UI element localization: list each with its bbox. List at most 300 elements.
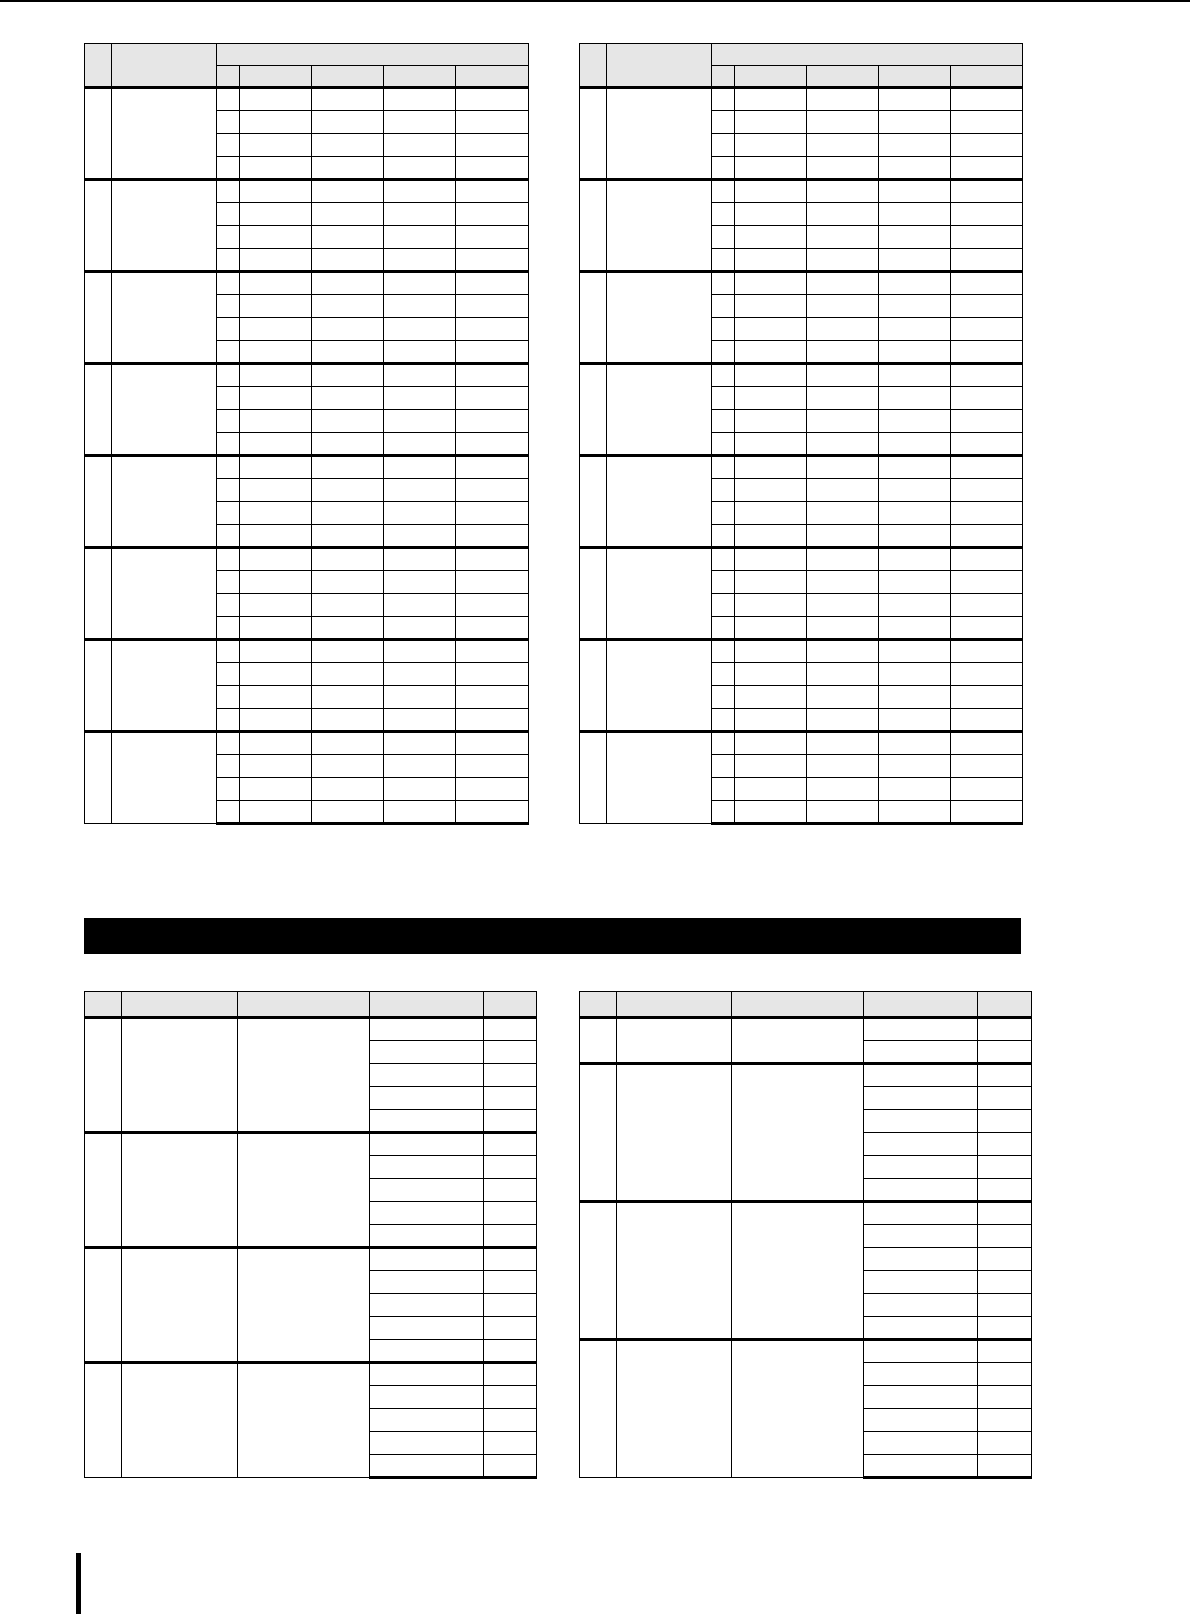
value-cell	[978, 1409, 1032, 1432]
value-cell	[978, 1455, 1032, 1478]
value-cell	[864, 1018, 978, 1041]
value-cell	[217, 571, 240, 594]
group-index-cell	[580, 88, 607, 180]
subheader-cell	[879, 66, 951, 88]
table-row	[85, 88, 529, 111]
header-cell	[122, 992, 238, 1018]
value-cell	[456, 571, 529, 594]
value-cell	[712, 341, 735, 364]
subheader-cell	[712, 66, 735, 88]
value-cell	[807, 755, 879, 778]
value-cell	[312, 318, 384, 341]
value-cell	[312, 203, 384, 226]
value-cell	[217, 364, 240, 387]
value-cell	[951, 801, 1023, 824]
value-cell	[879, 157, 951, 180]
value-cell	[879, 709, 951, 732]
value-cell	[879, 203, 951, 226]
value-cell	[807, 502, 879, 525]
value-cell	[384, 663, 456, 686]
value-cell	[807, 732, 879, 755]
value-cell	[864, 1248, 978, 1271]
value-cell	[951, 594, 1023, 617]
value-cell	[807, 295, 879, 318]
value-cell	[879, 410, 951, 433]
value-cell	[735, 663, 807, 686]
value-cell	[217, 456, 240, 479]
value-cell	[384, 180, 456, 203]
value-cell	[217, 525, 240, 548]
value-cell	[978, 1271, 1032, 1294]
value-cell	[951, 226, 1023, 249]
value-cell	[864, 1041, 978, 1064]
group-index-cell	[580, 548, 607, 640]
bottom-right-table-wrap	[579, 991, 1032, 1479]
value-cell	[217, 134, 240, 157]
group-index-cell	[580, 1202, 617, 1340]
header-cell	[580, 44, 607, 88]
value-cell	[312, 456, 384, 479]
value-cell	[312, 88, 384, 111]
value-cell	[978, 1064, 1032, 1087]
value-cell	[217, 594, 240, 617]
value-cell	[951, 111, 1023, 134]
value-cell	[978, 1225, 1032, 1248]
value-cell	[735, 801, 807, 824]
value-cell	[240, 571, 312, 594]
value-cell	[240, 456, 312, 479]
value-cell	[484, 1133, 537, 1156]
value-cell	[807, 479, 879, 502]
value-cell	[735, 226, 807, 249]
value-cell	[712, 364, 735, 387]
value-cell	[456, 88, 529, 111]
value-cell	[864, 1455, 978, 1478]
bottom-left-table-wrap	[84, 991, 537, 1479]
group-name-cell	[607, 272, 712, 364]
value-cell	[370, 1041, 484, 1064]
value-cell	[735, 502, 807, 525]
value-cell	[712, 525, 735, 548]
value-cell	[807, 249, 879, 272]
value-cell	[879, 341, 951, 364]
value-cell	[864, 1409, 978, 1432]
value-cell	[384, 364, 456, 387]
value-cell	[735, 755, 807, 778]
value-cell	[864, 1386, 978, 1409]
value-cell	[456, 778, 529, 801]
group-name-cell	[112, 272, 217, 364]
value-cell	[807, 548, 879, 571]
value-cell	[978, 1133, 1032, 1156]
value-cell	[712, 433, 735, 456]
value-cell	[951, 180, 1023, 203]
value-cell	[864, 1064, 978, 1087]
value-cell	[370, 1133, 484, 1156]
value-cell	[864, 1271, 978, 1294]
group-desc-cell	[238, 1248, 370, 1363]
value-cell	[735, 410, 807, 433]
group-index-cell	[85, 1018, 122, 1133]
table-row	[85, 732, 529, 755]
group-desc-cell	[238, 1133, 370, 1248]
value-cell	[951, 479, 1023, 502]
value-cell	[240, 548, 312, 571]
value-cell	[807, 801, 879, 824]
value-cell	[864, 1156, 978, 1179]
value-cell	[240, 778, 312, 801]
value-cell	[951, 134, 1023, 157]
group-name-cell	[617, 1064, 732, 1202]
value-cell	[712, 226, 735, 249]
value-cell	[864, 1317, 978, 1340]
value-cell	[879, 571, 951, 594]
value-cell	[484, 1455, 537, 1478]
group-index-cell	[580, 640, 607, 732]
value-cell	[735, 157, 807, 180]
value-cell	[240, 410, 312, 433]
value-cell	[879, 479, 951, 502]
value-cell	[456, 663, 529, 686]
value-cell	[807, 180, 879, 203]
value-cell	[456, 341, 529, 364]
value-cell	[712, 617, 735, 640]
group-name-cell	[122, 1363, 238, 1478]
value-cell	[312, 410, 384, 433]
value-cell	[240, 801, 312, 824]
value-cell	[456, 686, 529, 709]
table-row	[580, 1340, 1032, 1363]
group-name-cell	[122, 1248, 238, 1363]
value-cell	[864, 1133, 978, 1156]
value-cell	[807, 111, 879, 134]
group-name-cell	[112, 456, 217, 548]
value-cell	[978, 1363, 1032, 1386]
group-desc-cell	[238, 1363, 370, 1478]
value-cell	[735, 387, 807, 410]
header-cell	[85, 44, 112, 88]
value-cell	[240, 134, 312, 157]
group-desc-cell	[732, 1018, 864, 1064]
value-cell	[240, 502, 312, 525]
value-cell	[484, 1294, 537, 1317]
value-cell	[384, 755, 456, 778]
value-cell	[384, 594, 456, 617]
group-desc-cell	[732, 1340, 864, 1478]
section-heading-bar	[84, 918, 1021, 954]
value-cell	[951, 686, 1023, 709]
group-index-cell	[85, 1363, 122, 1478]
value-cell	[240, 479, 312, 502]
header-cell	[580, 992, 617, 1018]
group-index-cell	[580, 180, 607, 272]
value-cell	[370, 1455, 484, 1478]
value-cell	[712, 778, 735, 801]
value-cell	[712, 249, 735, 272]
value-cell	[712, 686, 735, 709]
value-cell	[879, 617, 951, 640]
subheader-cell	[240, 66, 312, 88]
value-cell	[735, 203, 807, 226]
group-index-cell	[580, 1340, 617, 1478]
value-cell	[312, 502, 384, 525]
value-cell	[384, 249, 456, 272]
value-cell	[217, 686, 240, 709]
value-cell	[879, 525, 951, 548]
value-cell	[456, 433, 529, 456]
value-cell	[456, 180, 529, 203]
value-cell	[240, 295, 312, 318]
header-cell	[112, 44, 217, 88]
value-cell	[312, 709, 384, 732]
subheader-cell	[312, 66, 384, 88]
value-cell	[312, 548, 384, 571]
value-cell	[879, 778, 951, 801]
value-cell	[312, 663, 384, 686]
value-cell	[484, 1018, 537, 1041]
group-name-cell	[122, 1018, 238, 1133]
value-cell	[807, 709, 879, 732]
value-cell	[735, 318, 807, 341]
value-cell	[864, 1363, 978, 1386]
header-group-cell	[217, 44, 529, 66]
value-cell	[484, 1432, 537, 1455]
value-cell	[484, 1386, 537, 1409]
group-index-cell	[85, 88, 112, 180]
value-cell	[456, 456, 529, 479]
value-cell	[456, 272, 529, 295]
value-cell	[712, 203, 735, 226]
value-cell	[456, 640, 529, 663]
group-name-cell	[617, 1202, 732, 1340]
value-cell	[951, 249, 1023, 272]
group-index-cell	[85, 364, 112, 456]
value-cell	[879, 732, 951, 755]
value-cell	[217, 778, 240, 801]
value-cell	[879, 111, 951, 134]
value-cell	[735, 111, 807, 134]
value-cell	[879, 134, 951, 157]
value-cell	[484, 1110, 537, 1133]
value-cell	[951, 387, 1023, 410]
value-cell	[484, 1271, 537, 1294]
value-cell	[217, 479, 240, 502]
value-cell	[879, 364, 951, 387]
value-cell	[240, 272, 312, 295]
value-cell	[735, 571, 807, 594]
value-cell	[807, 387, 879, 410]
value-cell	[312, 111, 384, 134]
header-cell	[370, 992, 484, 1018]
table-row	[580, 456, 1023, 479]
group-name-cell	[607, 88, 712, 180]
value-cell	[712, 111, 735, 134]
value-cell	[384, 410, 456, 433]
value-cell	[384, 456, 456, 479]
value-cell	[735, 525, 807, 548]
group-name-cell	[607, 456, 712, 548]
value-cell	[864, 1179, 978, 1202]
value-cell	[240, 226, 312, 249]
group-index-cell	[580, 364, 607, 456]
value-cell	[951, 318, 1023, 341]
value-cell	[384, 157, 456, 180]
value-cell	[712, 548, 735, 571]
value-cell	[456, 203, 529, 226]
value-cell	[864, 1110, 978, 1133]
value-cell	[240, 249, 312, 272]
value-cell	[807, 617, 879, 640]
table-row	[85, 1018, 537, 1041]
value-cell	[312, 341, 384, 364]
subheader-cell	[456, 66, 529, 88]
table-row	[580, 88, 1023, 111]
value-cell	[240, 203, 312, 226]
value-cell	[384, 686, 456, 709]
value-cell	[484, 1179, 537, 1202]
value-cell	[951, 157, 1023, 180]
header-group-cell	[712, 44, 1023, 66]
value-cell	[807, 364, 879, 387]
subheader-cell	[217, 66, 240, 88]
top-left-table	[84, 43, 529, 825]
value-cell	[735, 479, 807, 502]
value-cell	[879, 387, 951, 410]
header-cell	[864, 992, 978, 1018]
value-cell	[712, 318, 735, 341]
value-cell	[217, 157, 240, 180]
value-cell	[384, 226, 456, 249]
group-name-cell	[112, 732, 217, 824]
value-cell	[807, 571, 879, 594]
table-row	[580, 1064, 1032, 1087]
value-cell	[240, 433, 312, 456]
value-cell	[384, 640, 456, 663]
group-index-cell	[85, 732, 112, 824]
value-cell	[370, 1202, 484, 1225]
value-cell	[735, 341, 807, 364]
value-cell	[312, 801, 384, 824]
value-cell	[456, 410, 529, 433]
group-name-cell	[112, 180, 217, 272]
value-cell	[456, 157, 529, 180]
value-cell	[879, 640, 951, 663]
value-cell	[240, 364, 312, 387]
table-row	[85, 1363, 537, 1386]
value-cell	[217, 755, 240, 778]
value-cell	[312, 755, 384, 778]
value-cell	[879, 755, 951, 778]
group-name-cell	[112, 548, 217, 640]
value-cell	[712, 479, 735, 502]
group-index-cell	[85, 180, 112, 272]
value-cell	[879, 295, 951, 318]
value-cell	[951, 755, 1023, 778]
value-cell	[712, 594, 735, 617]
value-cell	[735, 364, 807, 387]
value-cell	[807, 134, 879, 157]
table-row	[580, 1018, 1032, 1041]
value-cell	[864, 1225, 978, 1248]
value-cell	[978, 1110, 1032, 1133]
value-cell	[879, 249, 951, 272]
value-cell	[951, 456, 1023, 479]
bottom-left-table	[84, 991, 537, 1479]
value-cell	[312, 433, 384, 456]
group-index-cell	[580, 272, 607, 364]
group-index-cell	[85, 1248, 122, 1363]
value-cell	[217, 617, 240, 640]
value-cell	[807, 410, 879, 433]
value-cell	[370, 1340, 484, 1363]
value-cell	[978, 1432, 1032, 1455]
group-name-cell	[617, 1340, 732, 1478]
value-cell	[712, 134, 735, 157]
value-cell	[807, 778, 879, 801]
value-cell	[864, 1432, 978, 1455]
value-cell	[456, 318, 529, 341]
value-cell	[735, 249, 807, 272]
subheader-cell	[384, 66, 456, 88]
value-cell	[217, 180, 240, 203]
value-cell	[384, 318, 456, 341]
value-cell	[240, 111, 312, 134]
value-cell	[217, 295, 240, 318]
value-cell	[370, 1386, 484, 1409]
value-cell	[735, 433, 807, 456]
value-cell	[879, 594, 951, 617]
value-cell	[951, 525, 1023, 548]
group-name-cell	[607, 732, 712, 824]
value-cell	[240, 88, 312, 111]
value-cell	[735, 640, 807, 663]
value-cell	[240, 640, 312, 663]
value-cell	[384, 548, 456, 571]
value-cell	[951, 571, 1023, 594]
value-cell	[384, 203, 456, 226]
value-cell	[312, 525, 384, 548]
table-row	[580, 732, 1023, 755]
value-cell	[370, 1064, 484, 1087]
value-cell	[456, 134, 529, 157]
value-cell	[951, 709, 1023, 732]
value-cell	[807, 203, 879, 226]
value-cell	[712, 410, 735, 433]
table-row	[85, 456, 529, 479]
value-cell	[978, 1386, 1032, 1409]
header-cell	[607, 44, 712, 88]
value-cell	[384, 88, 456, 111]
value-cell	[240, 387, 312, 410]
value-cell	[879, 801, 951, 824]
group-index-cell	[85, 548, 112, 640]
value-cell	[384, 778, 456, 801]
value-cell	[978, 1018, 1032, 1041]
value-cell	[456, 755, 529, 778]
value-cell	[978, 1248, 1032, 1271]
value-cell	[217, 88, 240, 111]
value-cell	[864, 1340, 978, 1363]
group-index-cell	[580, 732, 607, 824]
value-cell	[384, 502, 456, 525]
value-cell	[370, 1363, 484, 1386]
table-row	[580, 1202, 1032, 1225]
group-index-cell	[85, 272, 112, 364]
table-row	[85, 1248, 537, 1271]
value-cell	[456, 502, 529, 525]
value-cell	[978, 1317, 1032, 1340]
header-cell	[617, 992, 732, 1018]
